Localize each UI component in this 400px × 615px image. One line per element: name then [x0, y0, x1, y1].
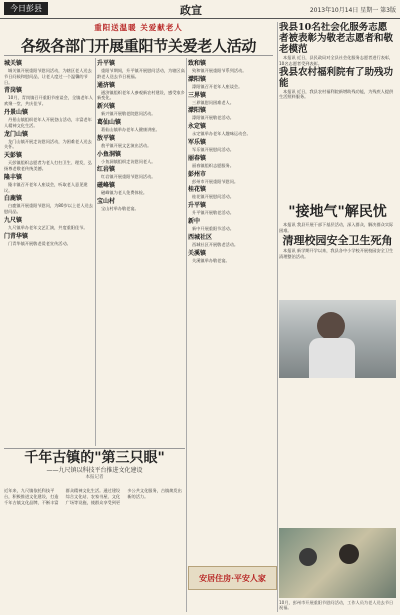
section-title: 政宣	[180, 4, 202, 17]
item-head: 门青华镇	[4, 232, 29, 240]
item-text: 宝山村举办敬老宴。	[101, 205, 139, 211]
item-head: 青岗镇	[4, 87, 23, 95]
dateline: 2013年10月14日 星期一 第3版	[309, 7, 396, 14]
feature-title: "接地气"解民忧	[288, 204, 387, 221]
right-text-2: 本报讯 近日，我县农村福利院新增助残功能，为残疾人提供生活照料服务。	[279, 88, 394, 100]
item-head: 濛阳镇	[188, 75, 207, 83]
item-text: 丽春镇组织志愿服务。	[192, 162, 234, 168]
photo-figure	[317, 312, 345, 340]
item-head: 城关镇	[4, 60, 23, 67]
item-text: 隆丰镇召开老年人座谈会，听取老人意见建议。	[4, 181, 88, 193]
item-text: 濛阳镇召开老年人座谈会。	[192, 83, 243, 89]
item-text: 小鱼洞镇组织走访慰问老人。	[101, 158, 156, 164]
item-text: 致和镇开展重阳节系列活动。	[192, 68, 247, 73]
item-text: 彭州市开展重阳节慰问。	[192, 178, 239, 184]
item-head: 新中	[188, 217, 201, 225]
feature-body: 近年来，九尺镇依托科技平台，积极推进文化建设，打造千年古镇文化品牌，不断丰富群众精神文化生活。通过建设综合文化站、农家书屋、文化广场等设施，使群众享受到更多公共文化服务，古镇焕发出新的活力。	[4, 488, 182, 505]
item-head: 龙门山镇	[4, 130, 29, 138]
school-headline: 清理校园安全卫生死角	[282, 233, 393, 247]
item-head: 永定镇	[188, 123, 207, 131]
item-head: 天彭镇	[4, 152, 23, 160]
feature-byline: 本报记者	[85, 475, 104, 480]
item-text: 红岩镇开展重阳节慰问活动。	[101, 174, 156, 180]
photo-figure-body	[309, 338, 355, 378]
item-head: 敖平镇	[97, 134, 116, 142]
item-head: 致和镇	[188, 60, 207, 67]
feature-text: 本报讯 我县开展干部下基层活动，深入群众，解决群众实际困难。	[279, 222, 394, 233]
item-head: 桂花镇	[188, 186, 207, 194]
item-text: 磁峰镇为老人免费体检。	[101, 190, 148, 196]
school-text: 本报讯 新学期开学以来，我县各中小学校开展校园安全卫生清理整治活动。	[279, 247, 394, 259]
item-text: 天彭镇组织志愿者为老人打扫卫生、理发，弘扬尊老敬老传统美德。	[4, 160, 92, 171]
item-head: 军乐镇	[188, 138, 207, 146]
feature-story-title: 千年古镇的"第三只眼"	[24, 450, 165, 466]
item-text: 通济镇组织老年人参观新农村建设，感受家乡新变化。	[97, 89, 185, 101]
item-head: 西城社区	[188, 233, 213, 241]
newspaper-logo: 今日彭县	[4, 2, 48, 15]
column-2	[97, 58, 185, 448]
feature-header	[4, 448, 185, 485]
lead-subhead: 重阳送温暖 关爱献老人	[94, 23, 183, 32]
item-head: 新兴镇	[97, 103, 116, 111]
item-text: 桂花镇开展慰问活动。	[192, 194, 234, 200]
item-text: 敖平镇开展文艺演出活动。	[101, 142, 152, 148]
column-3	[188, 58, 275, 563]
item-head: 宝山村	[97, 197, 116, 205]
item-text: 永定镇举办老年人趣味运动会。	[192, 131, 251, 137]
item-text: 重阳节期间，升平镇开展慰问活动，为辖区高龄老人送去节日祝福。	[97, 68, 185, 79]
lead-story-header	[4, 22, 273, 56]
photo-person	[299, 548, 317, 566]
item-text: 10月，青岗镇召开重阳节座谈会，全镇老年人欢聚一堂，共庆佳节。	[4, 95, 93, 107]
item-text: 新兴镇开展敬老院慰问活动。	[101, 111, 156, 117]
masthead	[0, 0, 400, 19]
item-head: 红岩镇	[97, 166, 116, 174]
item-head: 隆丰镇	[4, 173, 23, 181]
item-text: 葛仙山镇举办老年人健康讲座。	[101, 126, 160, 132]
item-text: 龙门山镇开展走访慰问活动，为困难老人送去关怀。	[4, 138, 92, 150]
item-text: 西城社区开展敬老活动。	[192, 241, 239, 247]
column-1	[4, 58, 95, 448]
item-head: 小鱼洞镇	[97, 150, 122, 158]
lead-headline: 各级各部门开展重阳节关爱老人活动	[20, 37, 257, 55]
item-head: 磁峰镇	[97, 182, 116, 190]
item-text: 新中开展重阳节活动。	[192, 225, 234, 231]
photo-person	[339, 544, 359, 564]
right-headline-2: 我县农村福利院有了助残功能	[279, 66, 394, 89]
column-rule	[95, 58, 96, 446]
item-text: 军乐镇开展慰问活动。	[192, 146, 234, 152]
item-head: 丽春镇	[188, 154, 207, 162]
item-head: 关溪镇	[188, 249, 207, 257]
item-head: 濛阳镇	[188, 107, 207, 115]
column-rule	[186, 58, 187, 612]
item-text: 升平镇开展敬老活动。	[192, 210, 234, 216]
item-head: 通济镇	[97, 81, 116, 89]
item-head: 升平镇	[188, 202, 207, 210]
item-text: 关溪镇举办敬老宴。	[192, 257, 230, 263]
item-head: 九尺镇	[4, 216, 23, 224]
item-head: 升平镇	[97, 60, 116, 67]
item-text: 九尺镇举办老年文艺汇演，共度重阳佳节。	[8, 224, 88, 230]
item-head: 彭州市	[188, 170, 207, 178]
item-text: 门青华镇开展敬老爱老宣传活动。	[8, 240, 71, 246]
right-headline-1: 我县10名社会化服务志愿者被表彰为敬老志愿者和敬老模范	[279, 22, 394, 55]
item-text: 丹景山镇组织老年人开展登山活动，丰富老年人精神文化生活。	[4, 116, 92, 128]
right-text-1: 本报讯 近日，县民政局对全县社会化服务志愿者进行表彰，10名志愿者受到表彰。	[279, 55, 394, 66]
item-head: 丹景山镇	[4, 108, 29, 116]
item-head: 三界镇	[188, 91, 207, 99]
item-text: 濛阳镇开展敬老活动。	[192, 115, 234, 121]
item-text: 三界镇慰问困难老人。	[192, 99, 234, 105]
item-head: 白鹿镇	[4, 195, 23, 203]
photo-caption: 10月，彭州市开展重阳节慰问活动，工作人员为老人送去节日祝福。	[279, 600, 394, 610]
item-text: 白鹿镇开展重阳节慰问，为80岁以上老人送去慰问品。	[4, 203, 93, 215]
promo-banner: 安居住房·平安人家	[188, 566, 277, 590]
column-rule	[277, 22, 278, 612]
item-text: 城关镇开展重阳节慰问活动，为辖区老人送去节日问候和慰问品，让老人度过一个温馨的节日。	[4, 68, 92, 85]
item-head: 葛仙山镇	[97, 118, 122, 126]
news-photo-1	[279, 300, 396, 378]
news-photo-2	[279, 528, 396, 598]
feature-story-subtitle: ——九尺镇以科技平台推进文化建设	[46, 467, 143, 474]
